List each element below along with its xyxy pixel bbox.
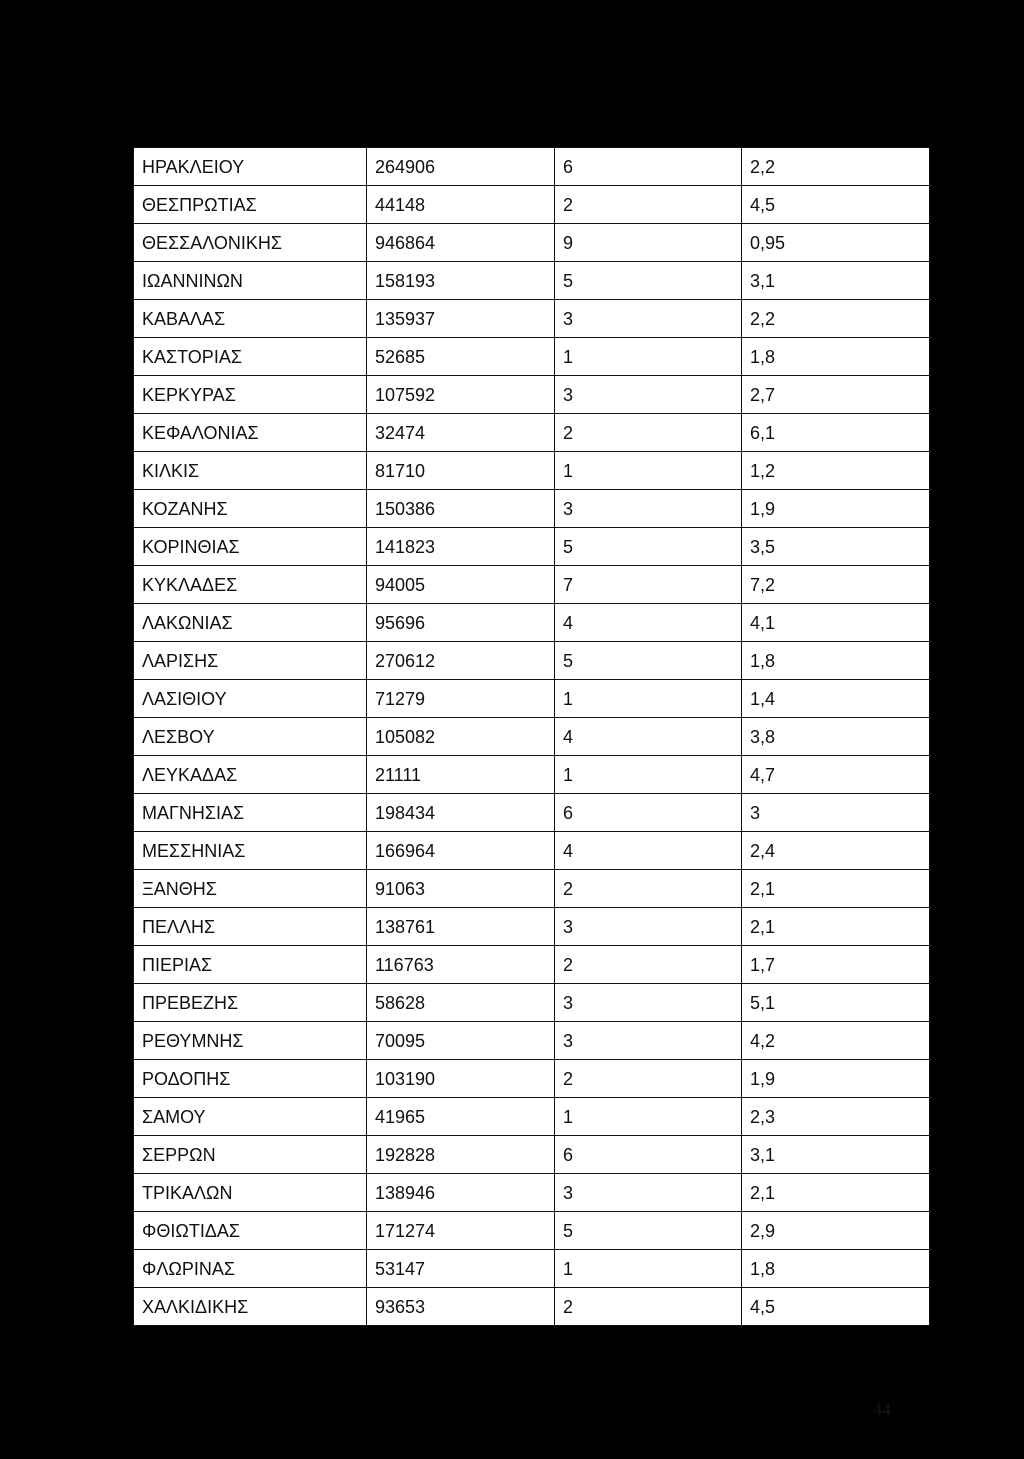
prefecture-cell: ΙΩΑΝΝΙΝΩΝ <box>134 262 367 300</box>
table-row <box>134 262 930 300</box>
ratio-cell: 3,8 <box>742 718 930 756</box>
ratio-cell: 4,1 <box>742 604 930 642</box>
population-cell: 270612 <box>367 642 555 680</box>
ratio-cell: 2,1 <box>742 1174 930 1212</box>
population-cell: 21111 <box>367 756 555 794</box>
table-row <box>134 1250 930 1288</box>
prefecture-cell: ΜΕΣΣΗΝΙΑΣ <box>134 832 367 870</box>
table-row <box>134 604 930 642</box>
prefecture-cell: ΛΕΣΒΟΥ <box>134 718 367 756</box>
ratio-cell: 2,4 <box>742 832 930 870</box>
count-cell: 5 <box>555 1212 742 1250</box>
table-row <box>134 1136 930 1174</box>
table-row <box>134 756 930 794</box>
ratio-cell: 3,1 <box>742 1136 930 1174</box>
prefecture-cell: ΠΕΛΛΗΣ <box>134 908 367 946</box>
table-row <box>134 870 930 908</box>
page-number: 44 <box>873 1399 891 1419</box>
table-row <box>134 832 930 870</box>
ratio-cell: 4,7 <box>742 756 930 794</box>
table-row <box>134 680 930 718</box>
population-cell: 94005 <box>367 566 555 604</box>
table-row <box>134 946 930 984</box>
table-body <box>134 148 930 1326</box>
population-cell: 171274 <box>367 1212 555 1250</box>
population-cell: 58628 <box>367 984 555 1022</box>
prefecture-cell: ΣΕΡΡΩΝ <box>134 1136 367 1174</box>
ratio-cell: 6,1 <box>742 414 930 452</box>
population-cell: 91063 <box>367 870 555 908</box>
table-row <box>134 1060 930 1098</box>
table-row <box>134 794 930 832</box>
population-cell: 192828 <box>367 1136 555 1174</box>
count-cell: 3 <box>555 376 742 414</box>
prefecture-cell: ΞΑΝΘΗΣ <box>134 870 367 908</box>
count-cell: 1 <box>555 452 742 490</box>
table-row <box>134 1022 930 1060</box>
population-cell: 150386 <box>367 490 555 528</box>
population-cell: 158193 <box>367 262 555 300</box>
count-cell: 3 <box>555 908 742 946</box>
table-row <box>134 186 930 224</box>
prefecture-cell: ΚΕΡΚΥΡΑΣ <box>134 376 367 414</box>
population-cell: 70095 <box>367 1022 555 1060</box>
ratio-cell: 1,8 <box>742 642 930 680</box>
prefecture-cell: ΚΕΦΑΛΟΝΙΑΣ <box>134 414 367 452</box>
count-cell: 3 <box>555 984 742 1022</box>
ratio-cell: 4,5 <box>742 1288 930 1326</box>
table-row <box>134 148 930 186</box>
ratio-cell: 1,8 <box>742 1250 930 1288</box>
ratio-cell: 3,1 <box>742 262 930 300</box>
population-cell: 264906 <box>367 148 555 186</box>
count-cell: 2 <box>555 186 742 224</box>
table-row <box>134 1174 930 1212</box>
prefecture-cell: ΣΑΜΟΥ <box>134 1098 367 1136</box>
ratio-cell: 2,7 <box>742 376 930 414</box>
prefecture-cell: ΡΕΘΥΜΝΗΣ <box>134 1022 367 1060</box>
ratio-cell: 4,5 <box>742 186 930 224</box>
count-cell: 3 <box>555 1022 742 1060</box>
count-cell: 4 <box>555 604 742 642</box>
population-cell: 71279 <box>367 680 555 718</box>
table-row <box>134 1212 930 1250</box>
count-cell: 1 <box>555 1250 742 1288</box>
count-cell: 2 <box>555 1060 742 1098</box>
population-cell: 41965 <box>367 1098 555 1136</box>
count-cell: 9 <box>555 224 742 262</box>
table-row <box>134 908 930 946</box>
table-row <box>134 718 930 756</box>
prefecture-cell: ΛΑΡΙΣΗΣ <box>134 642 367 680</box>
prefecture-cell: ΠΙΕΡΙΑΣ <box>134 946 367 984</box>
prefecture-cell: ΗΡΑΚΛΕΙΟΥ <box>134 148 367 186</box>
population-cell: 138761 <box>367 908 555 946</box>
ratio-cell: 1,7 <box>742 946 930 984</box>
table-row <box>134 376 930 414</box>
population-cell: 52685 <box>367 338 555 376</box>
prefecture-cell: ΚΙΛΚΙΣ <box>134 452 367 490</box>
count-cell: 1 <box>555 338 742 376</box>
count-cell: 4 <box>555 832 742 870</box>
table-row <box>134 528 930 566</box>
ratio-cell: 2,1 <box>742 870 930 908</box>
population-cell: 138946 <box>367 1174 555 1212</box>
table-row <box>134 1288 930 1326</box>
population-cell: 198434 <box>367 794 555 832</box>
count-cell: 3 <box>555 300 742 338</box>
table-row <box>134 338 930 376</box>
prefecture-cell: ΚΥΚΛΑΔΕΣ <box>134 566 367 604</box>
table-row <box>134 1098 930 1136</box>
prefecture-cell: ΦΛΩΡΙΝΑΣ <box>134 1250 367 1288</box>
population-cell: 105082 <box>367 718 555 756</box>
table-row <box>134 300 930 338</box>
table-row <box>134 224 930 262</box>
table-row <box>134 566 930 604</box>
ratio-cell: 1,9 <box>742 1060 930 1098</box>
prefecture-cell: ΛΑΚΩΝΙΑΣ <box>134 604 367 642</box>
count-cell: 2 <box>555 414 742 452</box>
prefecture-cell: ΧΑΛΚΙΔΙΚΗΣ <box>134 1288 367 1326</box>
count-cell: 1 <box>555 756 742 794</box>
ratio-cell: 1,2 <box>742 452 930 490</box>
population-cell: 166964 <box>367 832 555 870</box>
count-cell: 6 <box>555 1136 742 1174</box>
population-cell: 32474 <box>367 414 555 452</box>
prefecture-cell: ΤΡΙΚΑΛΩΝ <box>134 1174 367 1212</box>
ratio-cell: 4,2 <box>742 1022 930 1060</box>
ratio-cell: 0,95 <box>742 224 930 262</box>
population-cell: 95696 <box>367 604 555 642</box>
table-row <box>134 490 930 528</box>
count-cell: 2 <box>555 870 742 908</box>
count-cell: 3 <box>555 1174 742 1212</box>
prefecture-cell: ΛΕΥΚΑΔΑΣ <box>134 756 367 794</box>
prefecture-cell: ΚΟΡΙΝΘΙΑΣ <box>134 528 367 566</box>
population-cell: 135937 <box>367 300 555 338</box>
population-cell: 116763 <box>367 946 555 984</box>
table-row <box>134 452 930 490</box>
count-cell: 1 <box>555 680 742 718</box>
ratio-cell: 3 <box>742 794 930 832</box>
prefecture-cell: ΚΑΣΤΟΡΙΑΣ <box>134 338 367 376</box>
count-cell: 4 <box>555 718 742 756</box>
prefecture-cell: ΚΟΖΑΝΗΣ <box>134 490 367 528</box>
count-cell: 1 <box>555 1098 742 1136</box>
table-row <box>134 414 930 452</box>
table-row <box>134 984 930 1022</box>
count-cell: 5 <box>555 642 742 680</box>
population-cell: 103190 <box>367 1060 555 1098</box>
count-cell: 2 <box>555 1288 742 1326</box>
prefecture-cell: ΚΑΒΑΛΑΣ <box>134 300 367 338</box>
prefecture-cell: ΠΡΕΒΕΖΗΣ <box>134 984 367 1022</box>
count-cell: 3 <box>555 490 742 528</box>
population-cell: 93653 <box>367 1288 555 1326</box>
ratio-cell: 2,1 <box>742 908 930 946</box>
count-cell: 7 <box>555 566 742 604</box>
population-cell: 107592 <box>367 376 555 414</box>
ratio-cell: 2,2 <box>742 300 930 338</box>
ratio-cell: 3,5 <box>742 528 930 566</box>
ratio-cell: 1,9 <box>742 490 930 528</box>
ratio-cell: 2,3 <box>742 1098 930 1136</box>
count-cell: 2 <box>555 946 742 984</box>
prefecture-cell: ΘΕΣΠΡΩΤΙΑΣ <box>134 186 367 224</box>
population-cell: 53147 <box>367 1250 555 1288</box>
prefecture-cell: ΜΑΓΝΗΣΙΑΣ <box>134 794 367 832</box>
data-table <box>133 147 930 1326</box>
population-cell: 946864 <box>367 224 555 262</box>
ratio-cell: 7,2 <box>742 566 930 604</box>
prefecture-cell: ΘΕΣΣΑΛΟΝΙΚΗΣ <box>134 224 367 262</box>
ratio-cell: 1,8 <box>742 338 930 376</box>
population-cell: 44148 <box>367 186 555 224</box>
ratio-cell: 2,2 <box>742 148 930 186</box>
prefecture-cell: ΦΘΙΩΤΙΔΑΣ <box>134 1212 367 1250</box>
prefecture-cell: ΡΟΔΟΠΗΣ <box>134 1060 367 1098</box>
ratio-cell: 5,1 <box>742 984 930 1022</box>
count-cell: 6 <box>555 794 742 832</box>
ratio-cell: 1,4 <box>742 680 930 718</box>
prefecture-cell: ΛΑΣΙΘΙΟΥ <box>134 680 367 718</box>
population-cell: 81710 <box>367 452 555 490</box>
population-cell: 141823 <box>367 528 555 566</box>
table-row <box>134 642 930 680</box>
count-cell: 6 <box>555 148 742 186</box>
ratio-cell: 2,9 <box>742 1212 930 1250</box>
count-cell: 5 <box>555 262 742 300</box>
count-cell: 5 <box>555 528 742 566</box>
